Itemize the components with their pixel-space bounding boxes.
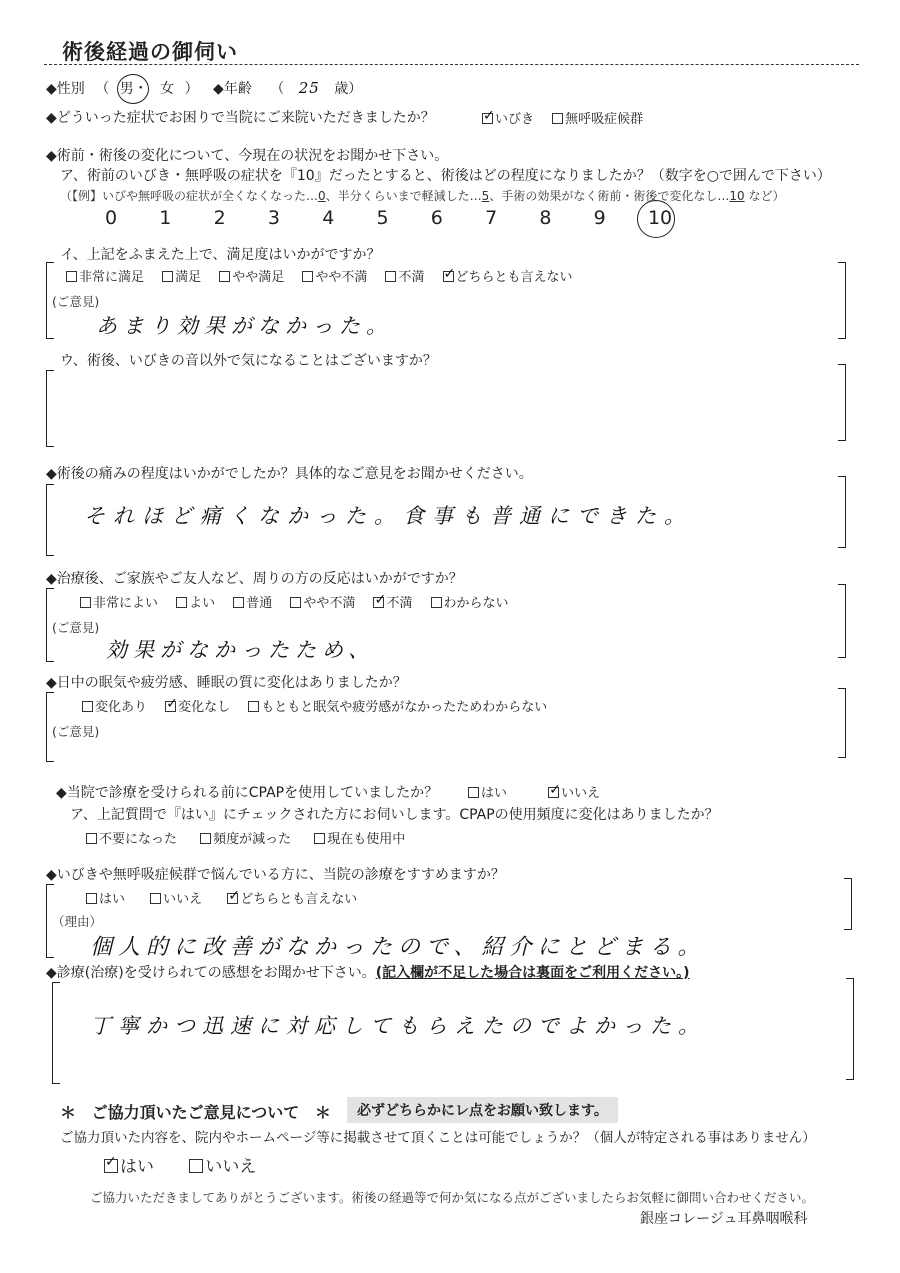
scale-6[interactable]: 6 xyxy=(430,207,443,229)
sex-label: ◆性別 xyxy=(46,81,85,97)
sex-sep: ・ xyxy=(133,81,148,97)
scale-8[interactable]: 8 xyxy=(539,207,552,229)
option-snoring[interactable]: ✓ いびき xyxy=(482,112,534,127)
option-dissatisfied[interactable]: 不満 xyxy=(385,270,424,285)
checkbox[interactable] xyxy=(552,113,563,124)
consent-yes[interactable]: ✓はい xyxy=(104,1157,154,1177)
scale-5[interactable]: 5 xyxy=(376,207,389,229)
q6-answer[interactable]: 効果がなかったため、 xyxy=(106,638,376,662)
sex-open: （ xyxy=(95,81,110,97)
q9-answer[interactable]: 個人的に改善がなかったので、紹介にとどまる。 xyxy=(90,935,706,960)
q10-bracket-left xyxy=(52,982,60,1084)
q10-bracket-right xyxy=(846,978,854,1080)
checkbox-checked[interactable] xyxy=(482,113,493,124)
option-apnea[interactable]: 無呼吸症候群 xyxy=(552,112,643,127)
clinic-name: 銀座コレージュ耳鼻咽喉科 xyxy=(640,1211,808,1227)
q8-sub-text: ア、上記質問で『はい』にチェックされた方にお伺いします。CPAPの使用頻度に変化はありましたか？ xyxy=(70,807,719,823)
scale-selected-circle xyxy=(637,200,675,238)
option-no-change[interactable]: ✓ 変化なし xyxy=(165,700,230,715)
option-originally-none[interactable]: もともと眠気や疲労感がなかったためわからない xyxy=(248,700,547,715)
option-cpap-yes[interactable]: はい xyxy=(468,786,507,801)
scale-2[interactable]: 2 xyxy=(213,207,226,229)
option-recommend-yes[interactable]: はい xyxy=(86,892,125,907)
q2-a-text: ア、術前のいびき・無呼吸の症状を『10』だったとすると、術後はどの程度になりましたか？（数字を○で囲んで下さい） xyxy=(60,168,831,184)
option-somewhat-dissatisfied[interactable]: やや不満 xyxy=(290,596,355,611)
q10-answer[interactable]: 丁寧かつ迅速に対応してもらえたのでよかった。 xyxy=(90,1014,706,1038)
q5-text: ◆術後の痛みの程度はいかがでしたか？具体的なご意見をお聞かせください。 xyxy=(46,466,533,482)
option-no-longer-needed[interactable]: 不要になった xyxy=(86,832,177,847)
scale-9[interactable]: 9 xyxy=(593,207,606,229)
q7-bracket-right xyxy=(838,688,846,758)
option-recommend-no[interactable]: いいえ xyxy=(150,892,202,907)
age-value[interactable]: 25 xyxy=(298,79,320,97)
option-somewhat-dissatisfied[interactable]: やや不満 xyxy=(302,270,367,285)
option-satisfied[interactable]: 満足 xyxy=(162,270,201,285)
q7-text: ◆日中の眠気や疲労感、睡眠の質に変化はありましたか？ xyxy=(46,675,407,691)
footer-thanks: ご協力いただきましてありがとうございます。術後の経過等で何か気になる点がございましたらお気軽に御問い合わせください。 xyxy=(90,1190,815,1205)
q9-options xyxy=(86,888,370,907)
q6-text: ◆治療後、ご家族やご友人など、周りの方の反応はいかがですか？ xyxy=(46,571,463,587)
q4-bracket-left xyxy=(46,370,54,447)
option-unknown[interactable]: わからない xyxy=(431,596,509,611)
scale-1[interactable]: 1 xyxy=(159,207,172,229)
consent-options xyxy=(104,1152,256,1177)
q7-opinion-label: (ご意見) xyxy=(52,724,100,739)
page-title: 術後経過の御伺い xyxy=(62,40,238,64)
option-somewhat-satisfied[interactable]: やや満足 xyxy=(219,270,284,285)
q8-sub-options xyxy=(86,828,418,847)
q3-text: イ、上記をふまえた上で、満足度はいかがですか？ xyxy=(60,247,381,263)
option-recommend-neither[interactable]: ✓ どちらとも言えない xyxy=(227,892,357,907)
q1-options xyxy=(482,108,656,127)
option-less-frequent[interactable]: 頻度が減った xyxy=(200,832,291,847)
age-open: （ xyxy=(270,81,285,97)
age-label: ◆年齢 xyxy=(213,81,252,97)
q5-answer[interactable]: それほど痛くなかった。食事も普通にできた。 xyxy=(84,504,693,528)
q4-text: ウ、術後、いびきの音以外で気になることはございますか？ xyxy=(60,353,437,369)
q6-opinion-label: (ご意見) xyxy=(52,620,100,635)
option-changed[interactable]: 変化あり xyxy=(82,700,147,715)
option-neither[interactable]: ✓ どちらとも言えない xyxy=(443,270,573,285)
title-divider xyxy=(44,64,859,65)
sex-close: ） xyxy=(184,81,199,97)
option-cpap-no[interactable]: ✓ いいえ xyxy=(548,786,600,801)
q3-bracket-right xyxy=(838,262,846,339)
sex-female[interactable]: 女 xyxy=(160,81,175,97)
option-dissatisfied[interactable]: ✓ 不満 xyxy=(373,596,412,611)
scale-4[interactable]: 4 xyxy=(322,207,335,229)
sex-male[interactable]: 男 xyxy=(119,81,134,97)
q9-text: ◆いびきや無呼吸症候群で悩んでいる方に、当院の診療をすすめますか？ xyxy=(46,867,505,883)
scale-10[interactable]: 10 xyxy=(647,207,673,229)
q6-bracket-right xyxy=(838,584,846,658)
age-unit: 歳） xyxy=(334,81,363,97)
q5-bracket-right xyxy=(838,476,846,548)
scale-3[interactable]: 3 xyxy=(267,207,280,229)
option-very-satisfied[interactable]: 非常に満足 xyxy=(66,270,144,285)
q10-note: (記入欄が不足した場合は裏面をご利用ください。) xyxy=(375,965,690,981)
q8-options xyxy=(468,782,613,801)
option-normal[interactable]: 普通 xyxy=(233,596,272,611)
q9-bracket-right xyxy=(844,878,852,930)
consent-no[interactable]: いいえ xyxy=(189,1157,256,1177)
q7-options xyxy=(82,696,560,715)
q1-text: ◆どういった症状でお困りで当院にご来院いただきましたか？ xyxy=(46,110,435,126)
q2-example: （【例】いびや無呼吸の症状が全くなくなった…0、半分くらいまで軽減した…5、手術の効果がなく術前・術後で変化なし…10 など） xyxy=(60,189,785,203)
consent-highlight: 必ずどちらかにレ点をお願い致します。 xyxy=(347,1097,618,1123)
q5-bracket-left xyxy=(46,484,54,556)
q2-scale xyxy=(105,207,702,229)
scale-0[interactable]: 0 xyxy=(105,207,118,229)
q8-text: ◆当院で診療を受けられる前にCPAPを使用していましたか？ xyxy=(56,785,439,801)
scale-7[interactable]: 7 xyxy=(485,207,498,229)
consent-title: ＊ ご協力頂いたご意見について ＊ xyxy=(60,1103,331,1122)
option-still-using[interactable]: 現在も使用中 xyxy=(314,832,405,847)
q3-answer[interactable]: あまり効果がなかった。 xyxy=(96,314,393,338)
consent-question: ご協力頂いた内容を、院内やホームページ等に掲載させて頂くことは可能でしょうか？（個人が特定される事はありません） xyxy=(60,1130,816,1146)
q2-text: ◆術前・術後の変化について、今現在の状況をお聞かせ下さい。 xyxy=(46,148,449,164)
sex-age-row xyxy=(46,78,362,98)
q4-bracket-right xyxy=(838,364,846,441)
q3-options xyxy=(66,266,586,285)
q3-opinion-label: (ご意見) xyxy=(52,294,100,309)
option-good[interactable]: よい xyxy=(176,596,215,611)
male-circle xyxy=(117,74,149,104)
q6-options xyxy=(80,592,522,611)
q10-text: ◆診療(治療)を受けられての感想をお聞かせ下さい。(記入欄が不足した場合は裏面をご利用ください。) xyxy=(46,965,690,981)
q9-reason-label: （理由） xyxy=(52,914,103,929)
option-very-good[interactable]: 非常によい xyxy=(80,596,158,611)
